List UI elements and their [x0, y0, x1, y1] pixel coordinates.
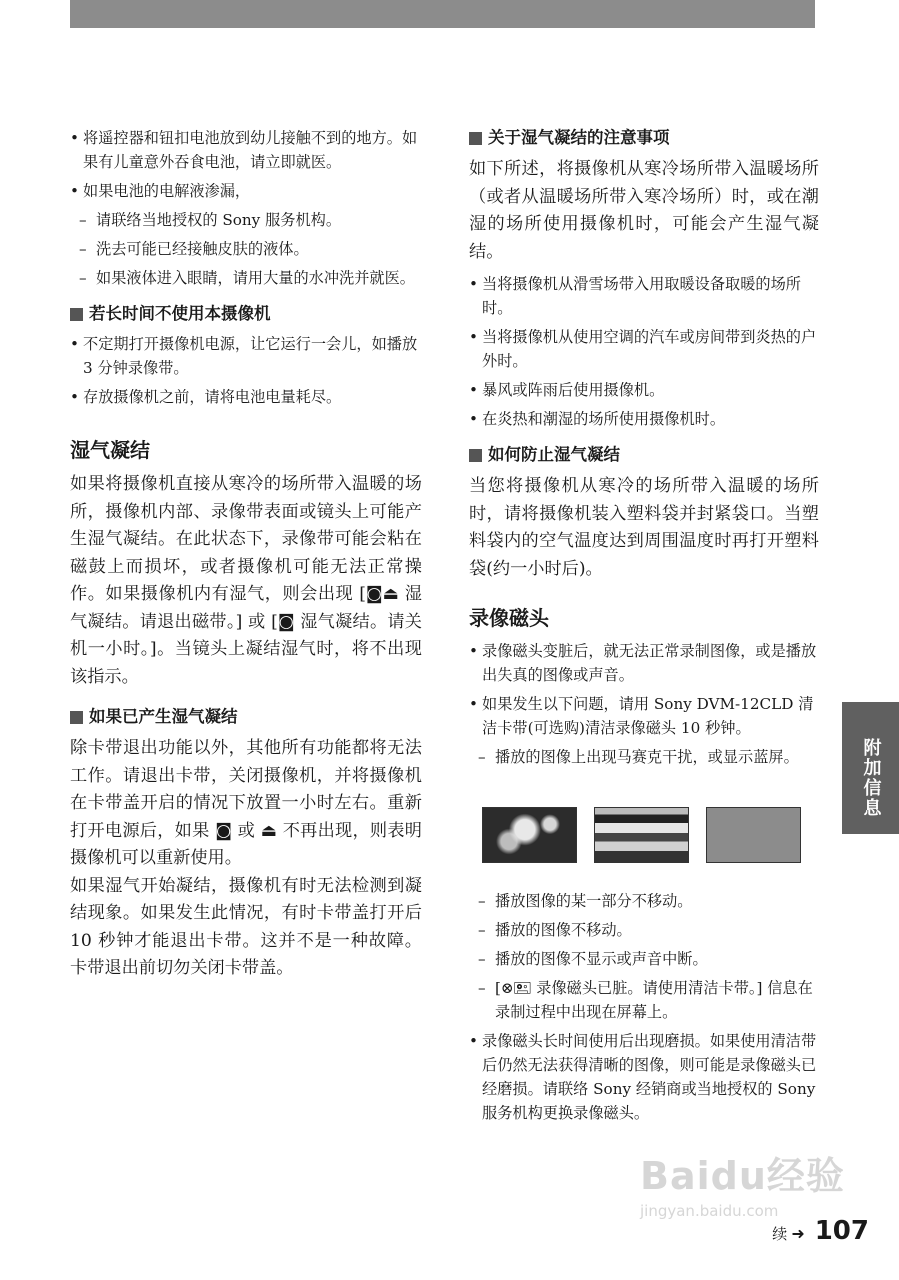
list-item: – [⊗🖭 录像磁头已脏。请使用清洁卡带。] 信息在录制过程中出现在屏幕上。: [478, 979, 813, 1021]
list-item: – 请联络当地授权的 Sony 服务机构。: [79, 211, 342, 229]
longtime-heading: 若长时间不使用本摄像机: [70, 302, 422, 326]
watermark: [640, 1145, 845, 1220]
list-item: – 播放的图像不移动。: [478, 921, 632, 939]
head-title: 录像磁头: [469, 606, 549, 630]
prevent-heading: 如何防止湿气凝结: [469, 443, 819, 467]
square-bullet-icon: [70, 711, 83, 724]
list-item: – 播放图像的某一部分不移动。: [478, 892, 693, 910]
list-item: • 暴风或阵雨后使用摄像机。: [469, 381, 665, 399]
notes-paragraph: 如下所述，将摄像机从寒冷场所带入温暖场所（或者从温暖场所带入寒冷场所）时，或在潮湿的场所使用摄像机时，可能会产生湿气凝结。: [469, 159, 819, 262]
list-item: • 录像磁头长时间使用后出现磨损。如果使用清洁带后仍然无法获得清晰的图像，则可能是录像磁头已经磨损。请联络 Sony 经销商或当地授权的 Sony 服务机构更换录像磁头。: [469, 1032, 817, 1122]
occurred-heading: 如果已产生湿气凝结: [70, 705, 422, 729]
list-item: • 在炎热和潮湿的场所使用摄像机时。: [469, 410, 725, 428]
occurred-paragraph-1: 除卡带退出功能以外，其他所有功能都将无法工作。请退出卡带，关闭摄像机，并将摄像机在卡带盖开启的情况下放置一小时左右。重新打开电源后，如果 ◙ 或 ⏏ 不再出现，则表明摄像机可以重新使用。: [70, 738, 422, 868]
watermark-url: jingyan.baidu.com: [640, 1202, 779, 1220]
arrow-right-icon: ➜: [791, 1224, 805, 1243]
continued-label: 续: [772, 1225, 788, 1243]
prevent-paragraph: 当您将摄像机从寒冷的场所带入温暖的场所时，请将摄像机装入塑料袋并封紧袋口。当塑料袋内的空气温度达到周围温度时再打开塑料袋(约一小时后)。: [469, 476, 819, 579]
moisture-title: 湿气凝结: [70, 438, 150, 462]
square-bullet-icon: [469, 449, 482, 462]
list-item: – 如果液体进入眼睛，请用大量的水冲洗并就医。: [79, 269, 415, 287]
list-item: – 播放的图像不显示或声音中断。: [478, 950, 708, 968]
list-item: • 如果发生以下问题，请用 Sony DVM-12CLD 清洁卡带(可选购)清洁录像磁头 10 秒钟。: [469, 695, 814, 737]
list-item: • 当将摄像机从滑雪场带入用取暖设备取暖的场所时。: [469, 275, 801, 317]
list-item: • 将遥控器和钮扣电池放到幼儿接触不到的地方。如果有儿童意外吞食电池，请立即就医。: [70, 129, 418, 171]
moisture-paragraph: 如果将摄像机直接从寒冷的场所带入温暖的场所，摄像机内部、录像带表面或镜头上可能产生湿气凝结。在此状态下，录像带可能会粘在磁鼓上而损坏，或者摄像机可能无法正常操作。如果摄像机内有湿气，则会出现 [◙⏏ 湿气凝结。请退出磁带。] 或 [◙ 湿气凝结。请关机一小时。]。当镜头上凝结湿气时，将不出现该指示。: [70, 474, 422, 687]
right-column: [469, 126, 819, 1130]
list-item: • 如果电池的电解液渗漏，: [70, 182, 251, 200]
square-bullet-icon: [469, 132, 482, 145]
list-item: – 播放的图像上出现马赛克干扰，或显示蓝屏。: [478, 748, 799, 766]
section-tab-label: 附加信息: [860, 738, 882, 818]
page-number: 107: [814, 1216, 869, 1246]
header-bar: [70, 0, 815, 28]
blank-screen-image: [706, 807, 801, 863]
occurred-paragraph-2: 如果湿气开始凝结，摄像机有时无法检测到凝结现象。如果发生此情况，有时卡带盖打开后 10 秒钟才能退出卡带。这并不是一种故障。卡带退出前切勿关闭卡带盖。: [70, 875, 422, 978]
sample-images: [482, 807, 819, 863]
distorted-image: [594, 807, 689, 863]
list-item: • 不定期打开摄像机电源，让它运行一会儿，如播放 3 分钟录像带。: [70, 335, 418, 377]
square-bullet-icon: [70, 308, 83, 321]
list-item: • 当将摄像机从使用空调的汽车或房间带到炎热的户外时。: [469, 328, 817, 370]
watermark-logo: Baidu经验: [640, 1154, 845, 1198]
mosaic-noise-image: [482, 807, 577, 863]
notes-heading: 关于湿气凝结的注意事项: [469, 126, 819, 150]
list-item: – 洗去可能已经接触皮肤的液体。: [79, 240, 309, 258]
list-item: • 存放摄像机之前，请将电池电量耗尽。: [70, 388, 342, 406]
list-item: • 录像磁头变脏后，就无法正常录制图像，或是播放出失真的图像或声音。: [469, 642, 817, 684]
page-footer: [772, 1216, 869, 1246]
left-column: [70, 126, 422, 983]
